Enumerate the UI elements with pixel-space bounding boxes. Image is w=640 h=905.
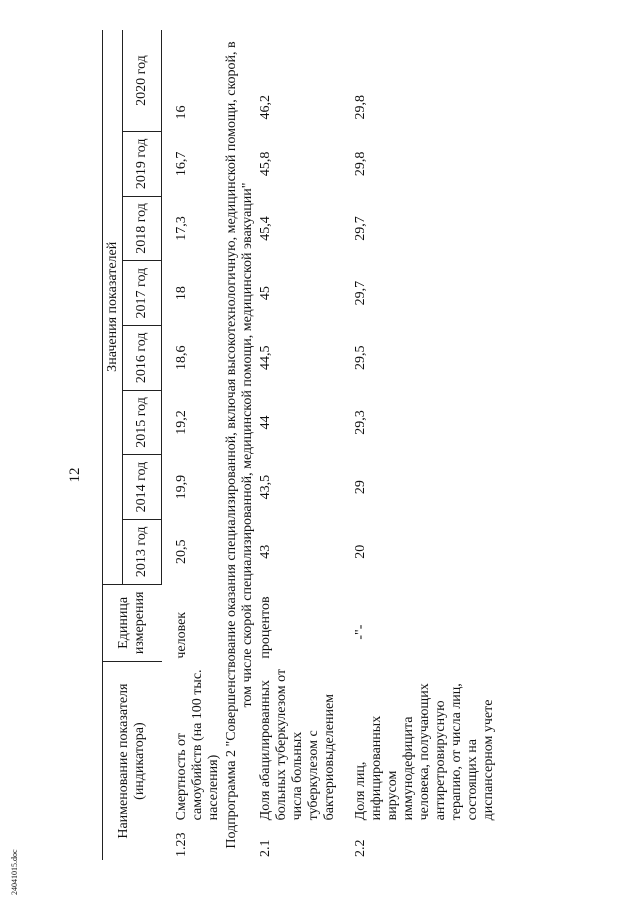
row-value: 29,7: [352, 280, 368, 306]
row-value: 18,6: [174, 345, 189, 371]
row-value: 17,3: [174, 216, 189, 241]
header-year: 2018 год: [123, 196, 162, 261]
row-name: Смертность от самоубийств (на 100 тыс. населения): [173, 669, 221, 821]
row-value: 46,2: [257, 94, 273, 120]
table-row: [339, 30, 498, 860]
row-value: 44,5: [257, 345, 273, 371]
row-value: 29,8: [352, 94, 368, 120]
header-name: Наименование показателя (индикатора): [103, 662, 162, 860]
header-values-group: Значения показателей: [103, 30, 123, 584]
header-year: 2017 год: [123, 261, 162, 326]
row-value: 45,8: [257, 151, 273, 177]
row-value: 18: [174, 286, 189, 301]
header-year: 2015 год: [123, 390, 162, 455]
row-value: 19,2: [174, 410, 189, 435]
table-row: [162, 30, 223, 860]
header-year: 2019 год: [123, 131, 162, 196]
page-number: 12: [67, 467, 83, 483]
row-value: 16: [174, 105, 189, 120]
row-value: 44: [257, 415, 273, 430]
row-name: Доля лиц, инфицированных вирусом иммунодефицита человека, получающих антиретровирусную терапию, от числа лиц, состоящих на диспансерном учете: [352, 683, 496, 821]
row-number: 2.2: [352, 839, 368, 857]
row-value: 29,5: [352, 345, 368, 371]
header-year: 2013 год: [123, 519, 162, 584]
subprogram-title: Подпрограмма 2 "Совершенствование оказания специализированной, включая высокотехнологичную, медицинской помощи, скорой, в том числе скорой специализированной, медицинской помощи, медицинской эвакуации": [223, 41, 255, 849]
row-value: 29: [352, 480, 368, 495]
row-value: 20,5: [174, 539, 189, 564]
rotated-page: [66, 30, 546, 860]
row-value: 29,8: [352, 151, 368, 177]
row-value: 43: [257, 544, 273, 559]
row-value: 45: [257, 286, 273, 301]
row-number: 2.1: [257, 839, 273, 857]
row-value: 20: [352, 544, 368, 559]
table-row: [257, 30, 339, 860]
header-year: 2016 год: [123, 325, 162, 390]
document-code: 24041015.doc: [10, 849, 19, 895]
row-value: 29,3: [352, 410, 368, 435]
row-number: 1.23: [173, 832, 189, 857]
header-unit: Единица измерения: [103, 584, 162, 662]
row-name: Доля абацилированных больных туберкулезом от числа больных туберкулезом с бактериовыделением: [257, 668, 337, 821]
row-value: 43,5: [257, 474, 273, 500]
indicators-table: [102, 30, 498, 860]
header-year: 2014 год: [123, 455, 162, 520]
row-value: 19,9: [174, 474, 189, 500]
row-value: 29,7: [352, 216, 368, 241]
row-unit: процентов: [257, 596, 273, 659]
subprogram-row: [223, 30, 257, 860]
row-value: 45,4: [257, 216, 273, 241]
row-unit: -"-: [352, 624, 368, 640]
row-unit: человек: [173, 611, 189, 659]
row-value: 16,7: [174, 151, 189, 177]
header-year: 2020 год: [123, 30, 162, 131]
